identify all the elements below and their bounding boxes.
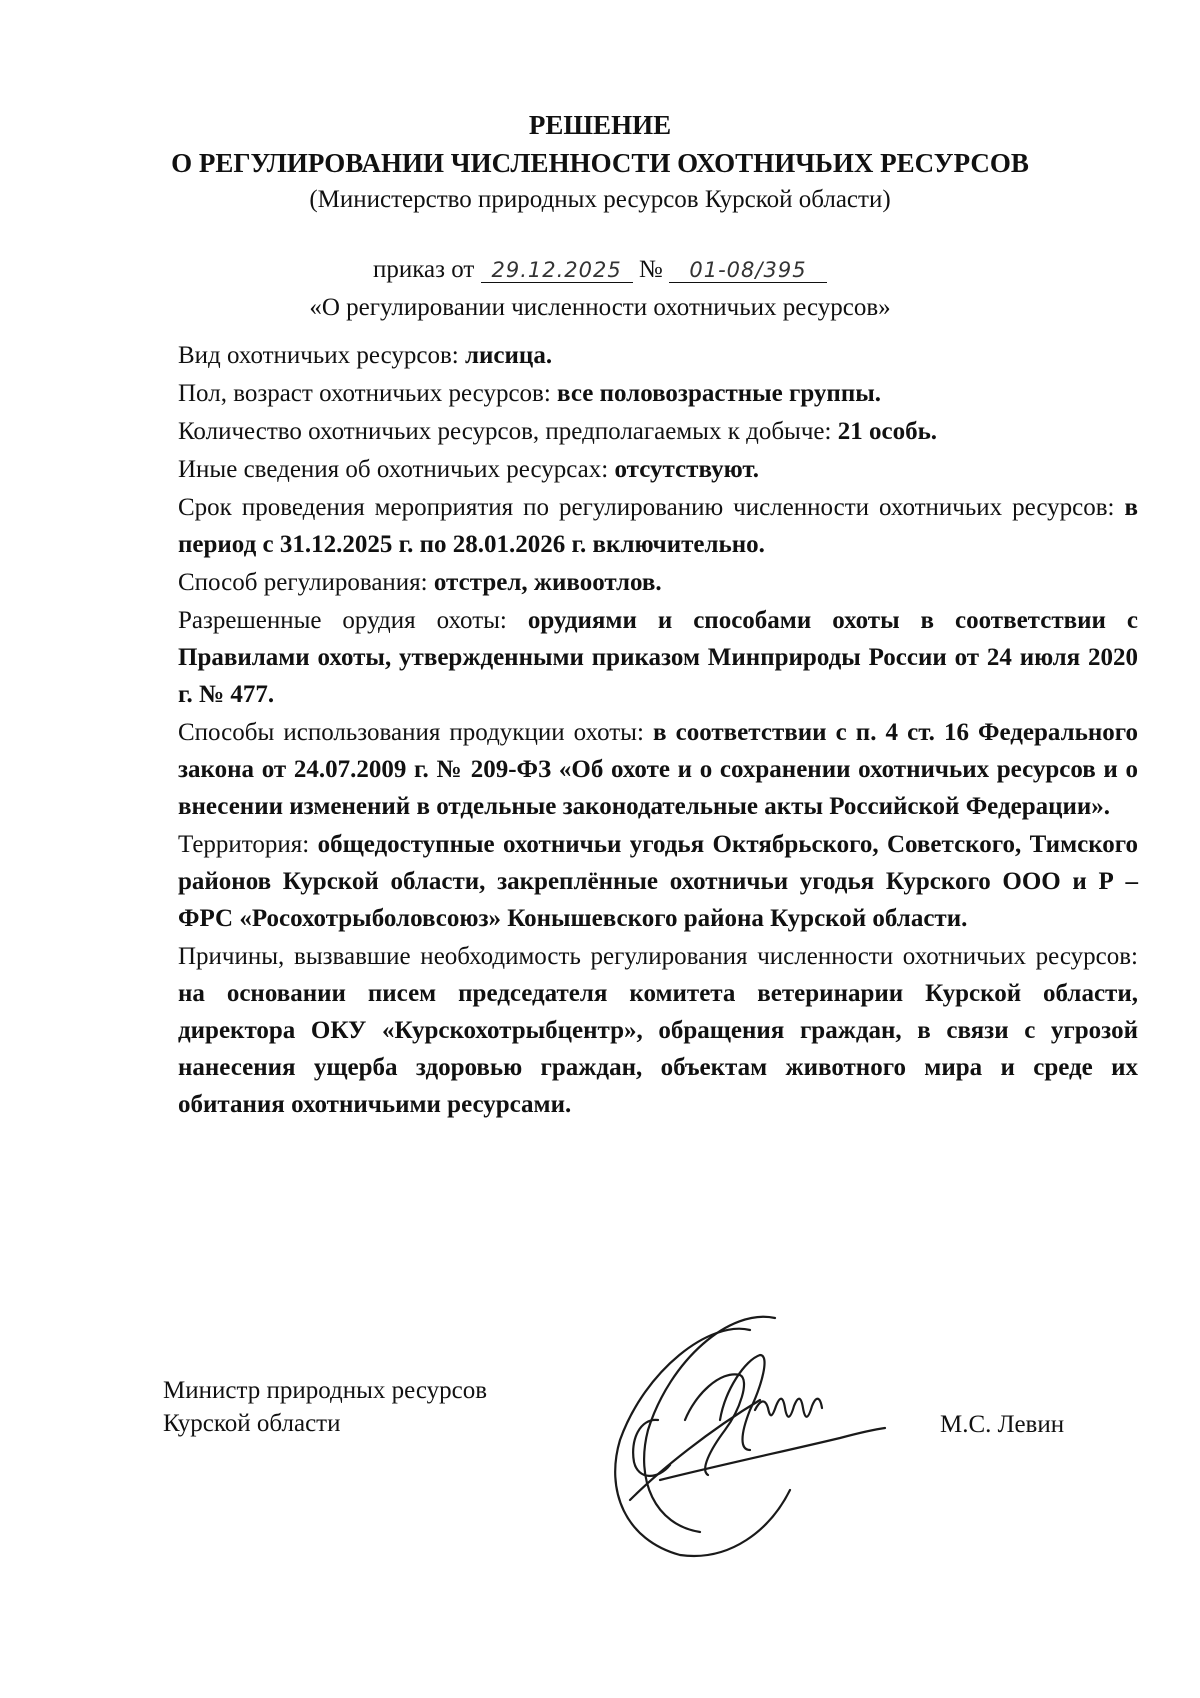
field-value: орудиями и способами охоты в соответствии с Правилами охоты, утвержденными приказом Минприроды России от 24 июля 2020 г. № 477. (178, 607, 1138, 708)
decision-body (178, 337, 1138, 1124)
document-subtitle: О РЕГУЛИРОВАНИИ ЧИСЛЕННОСТИ ОХОТНИЧЬИХ РЕСУРСОВ (171, 148, 1029, 178)
order-reference (0, 256, 1200, 284)
handwritten-signature-icon (600, 1300, 890, 1570)
field-value: на основании писем председателя комитета ветеринарии Курской области, директора ОКУ «Курскохотрыбцентр», обращения граждан, в связи с угрозой нанесения ущерба здоровью граждан, объектам животного мира и среде их обитания охотничьими ресурсами. (178, 980, 1138, 1118)
field-usage (178, 714, 1138, 825)
order-number: 01-08/395 (669, 258, 827, 283)
field-label: Вид охотничьих ресурсов: (178, 342, 459, 369)
field-method (178, 564, 1138, 601)
field-label: Территория: (178, 831, 310, 858)
field-value: лисица. (465, 342, 553, 369)
field-tools (178, 602, 1138, 713)
issuer-line: (Министерство природных ресурсов Курской области) (309, 186, 891, 213)
field-value: в период с 31.12.2025 г. по 28.01.2026 г. включительно. (178, 494, 1139, 558)
field-label: Количество охотничьих ресурсов, предполагаемых к добыче: (178, 418, 832, 445)
order-number-label: № (638, 256, 663, 283)
field-territory (178, 826, 1138, 937)
document-title: РЕШЕНИЕ (528, 110, 672, 140)
field-label: Срок проведения мероприятия по регулированию численности охотничьих ресурсов: (178, 494, 1115, 521)
field-reasons (178, 938, 1138, 1123)
field-quantity (178, 413, 1138, 450)
field-label: Иные сведения об охотничьих ресурсах: (178, 456, 609, 483)
field-other-info (178, 451, 1138, 488)
field-value: 21 особь. (837, 418, 938, 445)
order-date: 29.12.2025 (481, 258, 633, 283)
field-species (178, 337, 1138, 374)
order-prefix: приказ от (373, 256, 475, 283)
field-label: Разрешенные орудия охоты: (178, 607, 507, 634)
field-label: Причины, вызвавшие необходимость регулирования численности охотничьих ресурсов: (178, 943, 1138, 970)
order-title: «О регулировании численности охотничьих ресурсов» (309, 294, 891, 321)
field-label: Способ регулирования: (178, 569, 428, 596)
signatory-name: М.С. Левин (940, 1411, 1065, 1438)
field-value: в соответствии с п. 4 ст. 16 Федерального закона от 24.07.2009 г. № 209-ФЗ «Об охоте и о сохранении охотничьих ресурсов и о внесении изменений в отдельные законодательные акты Российской Федерации». (178, 719, 1139, 820)
signatory-position (163, 1374, 487, 1440)
field-value: отстрел, живоотлов. (433, 569, 662, 596)
position-line: Министр природных ресурсов (163, 1377, 488, 1404)
field-label: Пол, возраст охотничьих ресурсов: (178, 380, 551, 407)
field-label: Способы использования продукции охоты: (178, 719, 644, 746)
position-line: Курской области (163, 1410, 341, 1437)
field-period (178, 489, 1138, 563)
field-value: отсутствуют. (614, 456, 760, 483)
field-value: все половозрастные группы. (557, 380, 882, 407)
field-value: общедоступные охотничьи угодья Октябрьского, Советского, Тимского районов Курской области, закреплённые охотничьи угодья Курского ООО и Р – ФРС «Росохотрыболовсоюз» Конышевского района Курской области. (178, 831, 1138, 932)
field-sex-age (178, 375, 1138, 412)
